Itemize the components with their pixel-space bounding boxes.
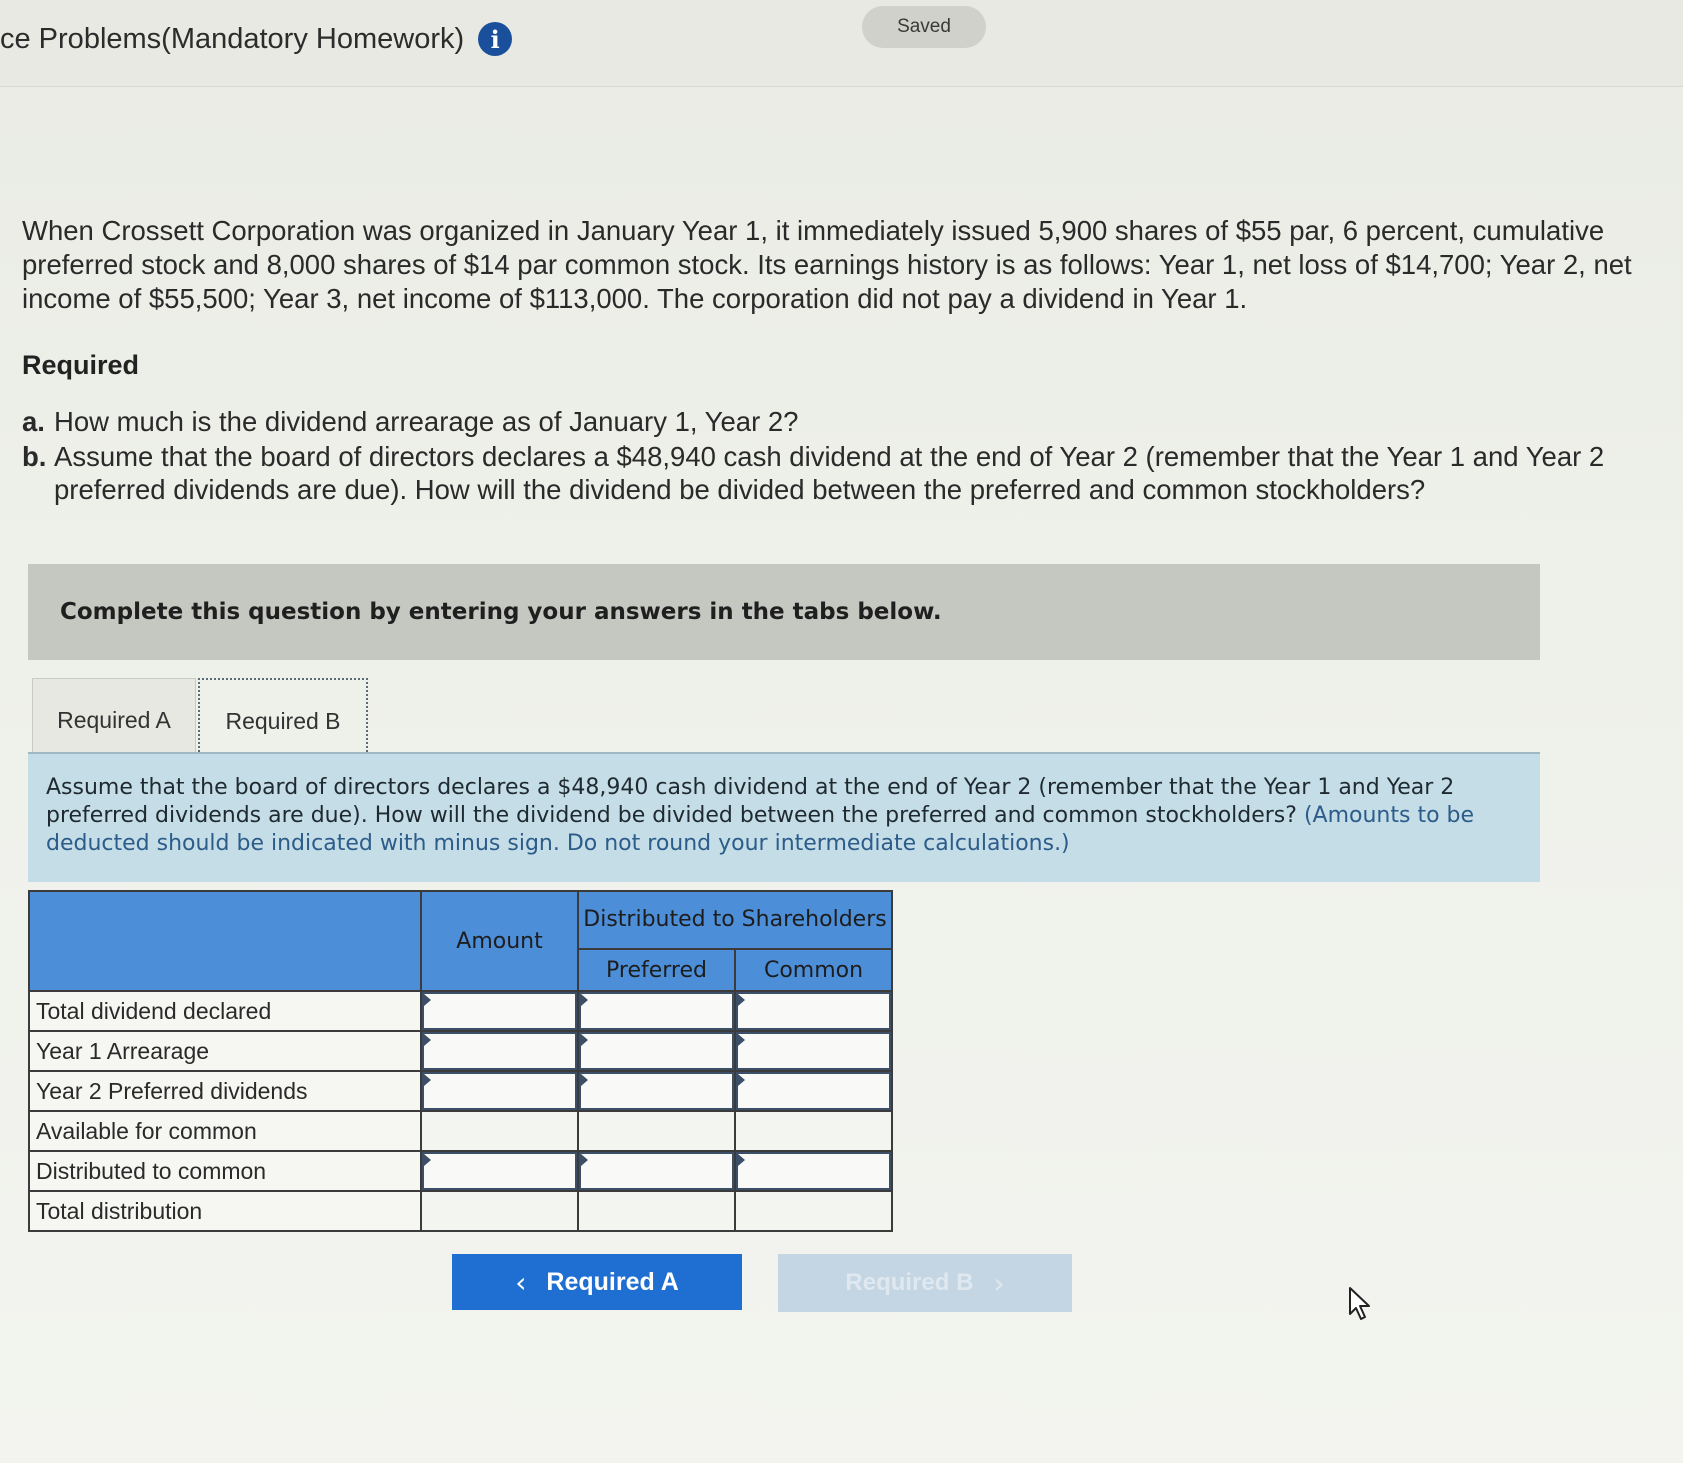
assignment-title-text: ce Problems(Mandatory Homework) (0, 22, 465, 55)
prev-button-label: Required A (546, 1267, 679, 1296)
requirements-list (22, 405, 1662, 508)
table-row (29, 1151, 892, 1191)
common-input[interactable] (735, 1071, 892, 1111)
next-button-label: Required B (845, 1269, 974, 1296)
amount-input[interactable] (421, 1151, 578, 1191)
preferred-input[interactable] (578, 991, 735, 1031)
chevron-right-icon: › (993, 1266, 1005, 1300)
amount-cell (421, 1111, 578, 1151)
next-required-b-button[interactable] (778, 1254, 1072, 1312)
instruction-bar (28, 564, 1540, 660)
common-input[interactable] (735, 1031, 892, 1071)
requirement-text: How much is the dividend arrearage as of January 1, Year 2? (54, 406, 799, 437)
info-icon[interactable]: i (478, 22, 512, 56)
table-row (29, 1111, 892, 1151)
row-label: Year 1 Arrearage (29, 1031, 421, 1071)
requirement-letter: a. (22, 406, 45, 437)
common-input[interactable] (735, 991, 892, 1031)
saved-status-badge: Saved (862, 6, 986, 48)
preferred-cell (578, 1191, 735, 1231)
dividend-distribution-table (28, 890, 893, 1232)
header-distributed: Distributed to Shareholders (578, 891, 892, 949)
common-cell (735, 1191, 892, 1231)
table-row (29, 991, 892, 1031)
mouse-cursor-icon (1348, 1286, 1374, 1322)
table-row (29, 1191, 892, 1231)
requirement-a (22, 405, 1662, 438)
preferred-input[interactable] (578, 1031, 735, 1071)
header-amount: Amount (421, 891, 578, 991)
requirement-letter: b. (22, 441, 47, 472)
required-heading: Required (22, 350, 140, 380)
problem-statement: When Crossett Corporation was organized in January Year 1, it immediately issued 5,900 shares of $55 par, 6 percent, cumulative preferred stock and 8,000 shares of $14 par common stock. Its earnings history is as follows: Year 1, net loss of $14,700; Year 2, net income of $55,500; Year 3, net income of $113,000. The corporation did not pay a dividend in Year 1. (22, 215, 1632, 314)
row-label: Total distribution (29, 1191, 421, 1231)
table-row (29, 1071, 892, 1111)
assignment-title (0, 22, 512, 56)
row-label: Year 2 Preferred dividends (29, 1071, 421, 1111)
row-label: Available for common (29, 1111, 421, 1151)
amount-input[interactable] (421, 1031, 578, 1071)
header-blank (29, 891, 421, 991)
row-label: Total dividend declared (29, 991, 421, 1031)
preferred-input[interactable] (578, 1151, 735, 1191)
top-bar (0, 0, 1683, 87)
instruction-text: Complete this question by entering your answers in the tabs below. (60, 599, 942, 625)
header-common: Common (735, 949, 892, 991)
common-input[interactable] (735, 1151, 892, 1191)
preferred-cell (578, 1111, 735, 1151)
tab-required-a[interactable]: Required A (32, 678, 196, 762)
chevron-left-icon: ‹ (515, 1265, 527, 1299)
requirement-b (22, 440, 1662, 506)
prev-required-a-button[interactable] (452, 1254, 742, 1310)
amount-input[interactable] (421, 1071, 578, 1111)
tab-required-b[interactable]: Required B (198, 678, 368, 764)
requirement-text: Assume that the board of directors declares a $48,940 cash dividend at the end of Year 2 (remember that the Year 1 and Year 2 preferred dividends are due). How will the dividend be divided between the preferred and common stockholders? (54, 441, 1605, 505)
question-panel (28, 752, 1540, 882)
amount-input[interactable] (421, 991, 578, 1031)
common-cell (735, 1111, 892, 1151)
amount-cell (421, 1191, 578, 1231)
question-text (46, 774, 1516, 858)
row-label: Distributed to common (29, 1151, 421, 1191)
preferred-input[interactable] (578, 1071, 735, 1111)
question-note: (Amounts to be deducted should be indicated with minus sign. Do not round your intermediate calculations.) (46, 803, 1475, 856)
question-body: Assume that the board of directors declares a $48,940 cash dividend at the end of Year 2 (remember that the Year 1 and Year 2 preferred dividends are due). How will the dividend be divided between the preferred and common stockholders? (46, 775, 1455, 828)
header-preferred: Preferred (578, 949, 735, 991)
table-row (29, 1031, 892, 1071)
